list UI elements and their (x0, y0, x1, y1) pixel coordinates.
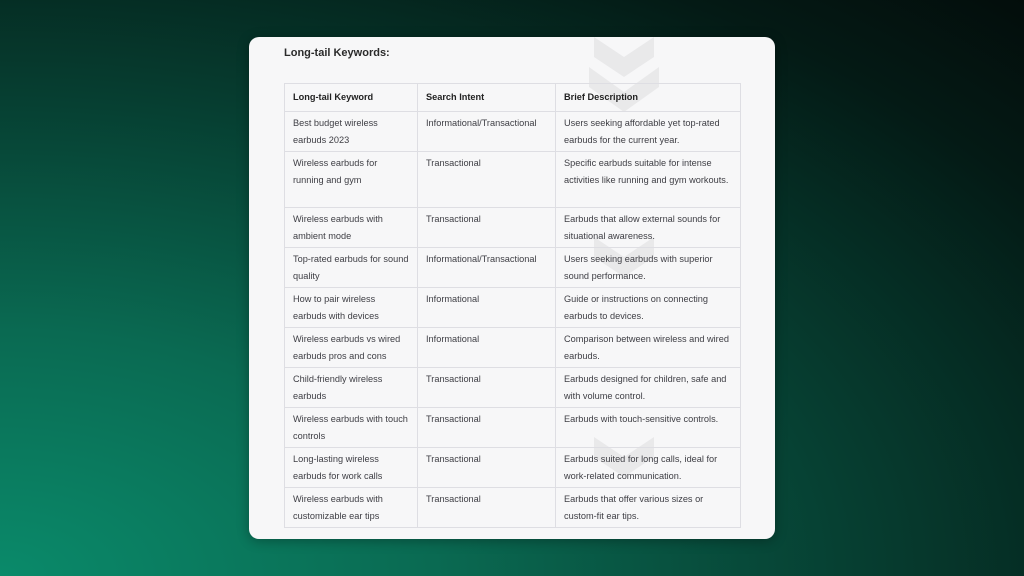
intent-cell: Transactional (418, 488, 556, 528)
intent-cell: Informational/Transactional (418, 112, 556, 152)
keyword-cell: How to pair wireless earbuds with devices (285, 288, 418, 328)
keyword-cell: Wireless earbuds for running and gym (285, 152, 418, 208)
table-row (285, 112, 741, 152)
intent-cell: Transactional (418, 152, 556, 208)
column-header-intent: Search Intent (418, 84, 556, 112)
table-row (285, 448, 741, 488)
table-row (285, 368, 741, 408)
keyword-cell: Top-rated earbuds for sound quality (285, 248, 418, 288)
table-row (285, 152, 741, 208)
table-row (285, 408, 741, 448)
table-header-row (285, 84, 741, 112)
column-header-keyword: Long-tail Keyword (285, 84, 418, 112)
intent-cell: Transactional (418, 368, 556, 408)
keyword-cell: Wireless earbuds vs wired earbuds pros and cons (285, 328, 418, 368)
table-row (285, 248, 741, 288)
description-cell: Guide or instructions on connecting earbuds to devices. (556, 288, 741, 328)
response-card (249, 37, 775, 539)
description-cell: Specific earbuds suitable for intense activities like running and gym workouts. (556, 152, 741, 208)
intent-cell: Transactional (418, 408, 556, 448)
table-row (285, 288, 741, 328)
table-row (285, 328, 741, 368)
description-cell: Users seeking earbuds with superior sound performance. (556, 248, 741, 288)
description-cell: Earbuds that allow external sounds for situational awareness. (556, 208, 741, 248)
intent-cell: Informational (418, 288, 556, 328)
keyword-cell: Wireless earbuds with ambient mode (285, 208, 418, 248)
keyword-cell: Wireless earbuds with touch controls (285, 408, 418, 448)
intent-cell: Informational/Transactional (418, 248, 556, 288)
table-row (285, 208, 741, 248)
description-cell: Users seeking affordable yet top-rated earbuds for the current year. (556, 112, 741, 152)
intent-cell: Transactional (418, 208, 556, 248)
description-cell: Earbuds designed for children, safe and with volume control. (556, 368, 741, 408)
intent-cell: Informational (418, 328, 556, 368)
keywords-table (284, 83, 741, 528)
column-header-description: Brief Description (556, 84, 741, 112)
table-row (285, 488, 741, 528)
description-cell: Earbuds that offer various sizes or custom-fit ear tips. (556, 488, 741, 528)
description-cell: Comparison between wireless and wired earbuds. (556, 328, 741, 368)
keyword-cell: Best budget wireless earbuds 2023 (285, 112, 418, 152)
intent-cell: Transactional (418, 448, 556, 488)
keyword-cell: Child-friendly wireless earbuds (285, 368, 418, 408)
description-cell: Earbuds with touch-sensitive controls. (556, 408, 741, 448)
description-cell: Earbuds suited for long calls, ideal for work-related communication. (556, 448, 741, 488)
keyword-cell: Long-lasting wireless earbuds for work calls (285, 448, 418, 488)
keyword-cell: Wireless earbuds with customizable ear tips (285, 488, 418, 528)
section-heading: Long-tail Keywords: (284, 47, 390, 59)
